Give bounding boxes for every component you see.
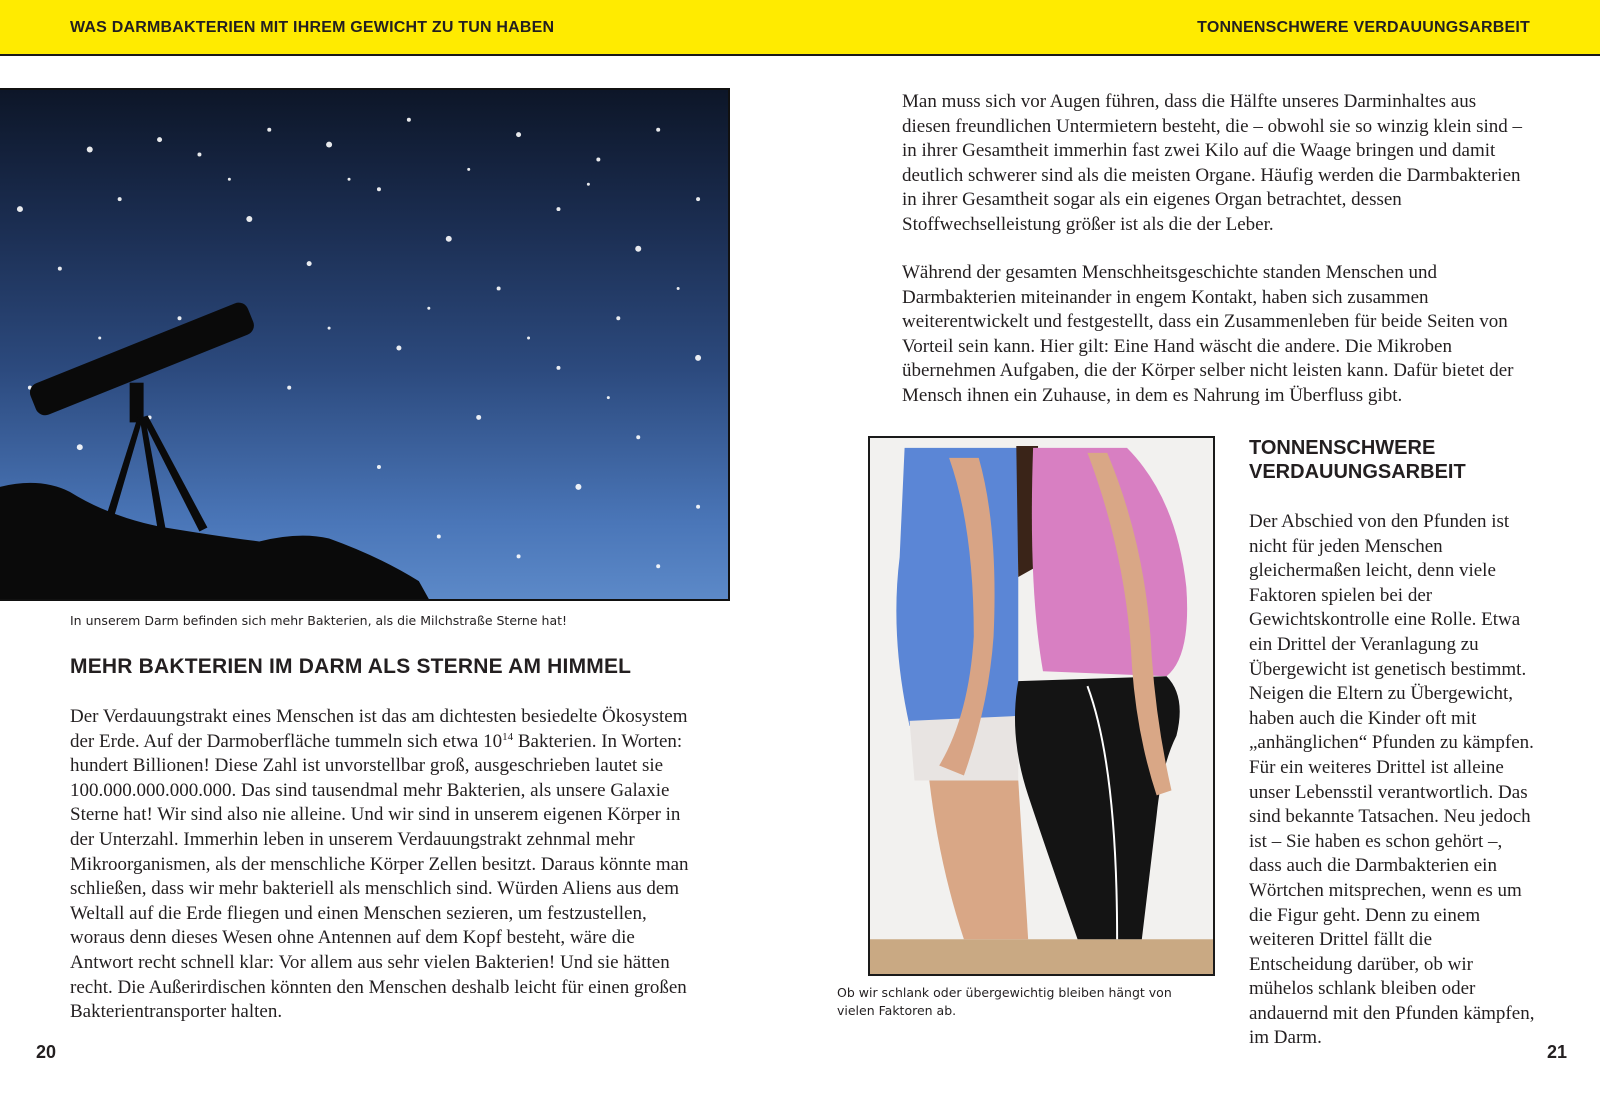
- photo-figure-caption: Ob wir schlank oder übergewichtig bleiben hängt von vielen Faktoren ab.: [837, 985, 1172, 1018]
- page-number-left: 20: [36, 1042, 57, 1062]
- two-women-profile-icon: [870, 438, 1213, 974]
- paragraph-text-part1: Der Verdauungstrakt eines Menschen ist das am dichtesten besiedelte Ökosystem der Erde. Auf der Darmoberfläche tummeln sich etwa 10: [70, 706, 688, 752]
- left-body-paragraph: [70, 705, 695, 1025]
- right-heading-line-2: VERDAUUNGSARBEIT: [1249, 461, 1466, 483]
- left-running-head: WAS DARMBAKTERIEN MIT IHREM GEWICHT ZU TUN HABEN: [70, 19, 555, 36]
- page-number-right: 21: [1546, 1042, 1567, 1062]
- right-heading-line-1: TONNENSCHWERE: [1249, 437, 1436, 459]
- right-side-paragraph: Der Abschied von den Pfunden ist nicht für jeden Menschen gleichermaßen leicht, denn viele Faktoren spielen bei der Gewichtskontrolle eine Rolle. Etwa ein Drittel der Veranlagung zu Übergewicht ist genetisch bestimmt. Neigen die Eltern zu Übergewicht, haben auch die Kinder oft mit „anhänglichen“ Pfunden zu kämpfen. Für ein weiteres Drittel ist alleine unser Lebensstil verantwortlich. Das sind bekannte Tatsachen. Neu jedoch ist – Sie haben es schon gehört –, dass auch die Darmbakterien ein Wörtchen mitsprechen, wenn es um die Figur geht. Denn zu einem weiteren Drittel fällt die Entscheidung darüber, ob wir mühelos schlank bleiben oder andauernd mit den Pfunden kämpfen, im Darm.: [1249, 511, 1535, 1049]
- right-running-head: TONNENSCHWERE VERDAUUNGSARBEIT: [1197, 19, 1530, 36]
- right-paragraph-1: Man muss sich vor Augen führen, dass die Hälfte unseres Darminhaltes aus diesen freundlichen Untermietern besteht, die – obwohl sie so winzig klein sind – in ihrer Gesamtheit immerhin fast zwei Kilo auf die Waage bringen und damit deutlich schwerer sind als die meisten Organe. Häufig werden die Darmbakterien in ihrer Gesamtheit sogar als ein eigenes Organ betrachtet, dessen Stoffwechselleistung größer ist als die der Leber.: [902, 91, 1522, 235]
- left-section-heading: MEHR BAKTERIEN IM DARM ALS STERNE AM HIMMEL: [70, 655, 632, 678]
- starry-sky-telescope-image: [0, 88, 730, 601]
- running-header-bar: [0, 0, 1600, 56]
- right-section-heading: [1249, 436, 1529, 484]
- telescope-silhouette-icon: [0, 90, 728, 599]
- sky-figure-caption: In unserem Darm befinden sich mehr Bakterien, als die Milchstraße Sterne hat!: [70, 613, 568, 628]
- exponent-superscript: 14: [502, 730, 514, 743]
- weight-comparison-photo: [868, 436, 1215, 976]
- paragraph-text-part2: Bakterien. In Worten: hundert Billionen! Diese Zahl ist unvorstellbar groß, ausgeschrieben lautet sie 100.000.000.000.000. Das sind tausendmal mehr Bakterien, als unsere Galaxie Sterne hat! Wir sind also nie alleine. Und wir sind in unserem eigenen Körper in der Unterzahl. Immerhin leben in unserem Verdauungstrakt zehnmal mehr Mikroorganismen, als der menschliche Körper Zellen besitzt. Daraus könnte man schließen, dass wir mehr bakteriell als menschlich sind. Würden Aliens aus dem Weltall auf die Erde fliegen und einen Menschen sezieren, um festzustellen, woraus denn dieses Wesen ohne Antennen auf dem Kopf besteht, wäre die Antwort recht schnell klar: Vor allem aus sehr vielen Bakterien! Und sie hätten recht. Die Außerirdischen könnten den Menschen deshalb leicht für einen großen Bakterientransporter halten.: [70, 730, 689, 1023]
- right-paragraph-2: Während der gesamten Menschheitsgeschichte standen Menschen und Darmbakterien miteinander in engem Kontakt, haben sich zusammen weiterentwickelt und festgestellt, dass ein Zusammenleben für beide Seiten von Vorteil sein kann. Hier gilt: Eine Hand wäscht die andere. Die Mikroben übernehmen Aufgaben, die der Körper selber nicht leisten kann. Dafür bietet der Mensch ihnen ein Zuhause, in dem es Nahrung im Überfluss gibt.: [902, 262, 1514, 406]
